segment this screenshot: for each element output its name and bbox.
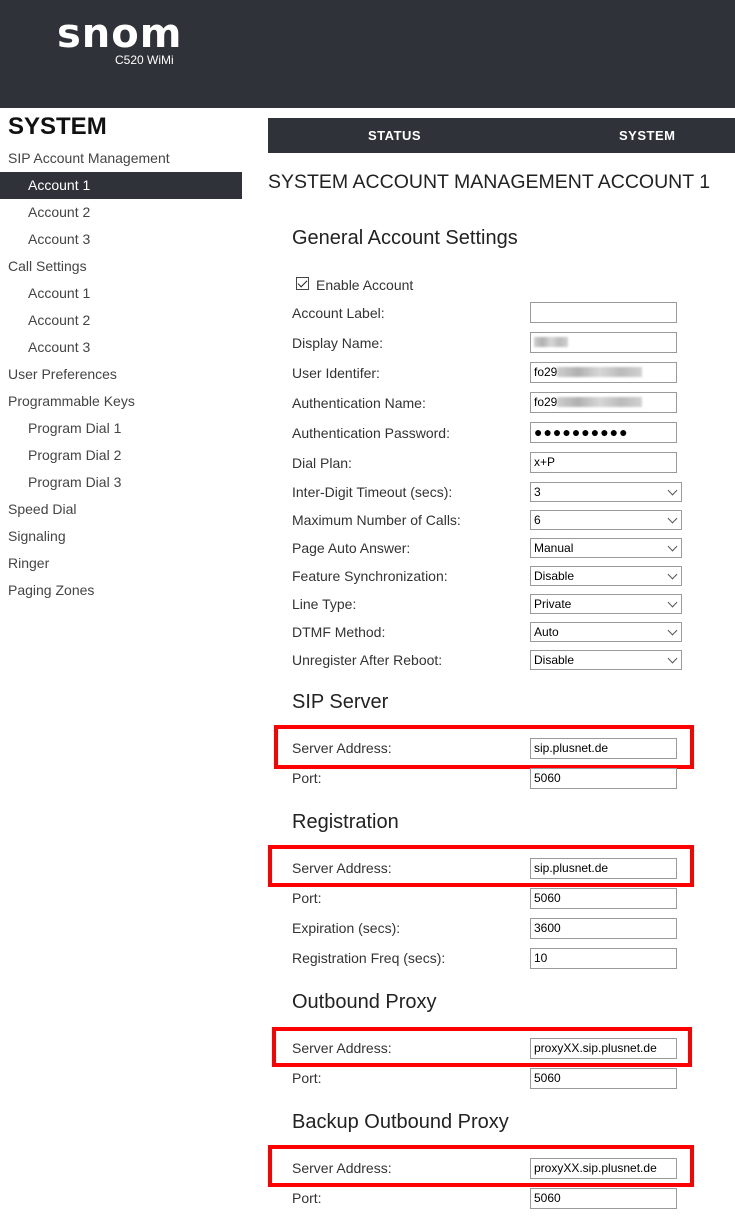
sidebar-item-program-dial-1[interactable]: Program Dial 1 — [28, 420, 122, 436]
registration-address-label: Server Address: — [292, 860, 392, 876]
sip-server-port-input[interactable]: 5060 — [530, 768, 677, 789]
page-auto-answer-label: Page Auto Answer: — [292, 540, 411, 556]
sidebar-item-program-dial-2[interactable]: Program Dial 2 — [28, 447, 122, 463]
sidebar-item-call-account-3[interactable]: Account 3 — [28, 339, 91, 355]
dial-plan-input[interactable]: x+P — [530, 452, 677, 473]
backup-proxy-port-input[interactable]: 5060 — [530, 1188, 677, 1209]
display-name-input[interactable] — [530, 332, 677, 353]
enable-account-checkbox[interactable] — [296, 277, 309, 290]
sidebar-item-paging-zones[interactable]: Paging Zones — [8, 582, 95, 598]
user-identifier-input[interactable] — [530, 362, 677, 383]
section-title-sip-server: SIP Server — [292, 691, 389, 713]
sidebar-item-call-account-1[interactable]: Account 1 — [28, 285, 91, 301]
top-tab-bar — [268, 118, 735, 153]
sidebar-item-sip-account-management[interactable]: SIP Account Management — [8, 150, 170, 166]
display-name-label: Display Name: — [292, 335, 384, 351]
dtmf-method-label: DTMF Method: — [292, 624, 386, 640]
auth-name-value: fo29 — [534, 395, 558, 409]
inter-digit-timeout-select[interactable] — [530, 482, 682, 502]
max-calls-value: 6 — [534, 513, 541, 527]
inter-digit-timeout-label: Inter-Digit Timeout (secs): — [292, 484, 453, 500]
line-type-label: Line Type: — [292, 596, 357, 612]
auth-name-label: Authentication Name: — [292, 395, 426, 411]
feature-sync-select[interactable] — [530, 566, 682, 586]
sidebar-item-sip-account-3[interactable]: Account 3 — [28, 231, 91, 247]
section-title-outbound-proxy: Outbound Proxy — [292, 991, 437, 1013]
tab-system[interactable]: SYSTEM — [619, 128, 676, 143]
outbound-proxy-port-label: Port: — [292, 1070, 322, 1086]
registration-port-label: Port: — [292, 890, 322, 906]
max-calls-select[interactable] — [530, 510, 682, 530]
max-calls-label: Maximum Number of Calls: — [292, 512, 461, 528]
backup-proxy-address-input[interactable]: proxyXX.sip.plusnet.de — [530, 1158, 677, 1179]
chevron-down-icon — [668, 598, 678, 608]
account-label-label: Account Label: — [292, 305, 385, 321]
unregister-after-reboot-value: Disable — [534, 653, 575, 667]
sidebar-item-speed-dial[interactable]: Speed Dial — [8, 501, 77, 517]
sidebar-item-ringer[interactable]: Ringer — [8, 555, 50, 571]
sidebar-item-call-settings[interactable]: Call Settings — [8, 258, 87, 274]
enable-account-label: Enable Account — [316, 277, 414, 293]
section-title-registration: Registration — [292, 811, 399, 833]
unregister-after-reboot-label: Unregister After Reboot: — [292, 652, 443, 668]
line-type-select[interactable] — [530, 594, 682, 614]
registration-freq-label: Registration Freq (secs): — [292, 950, 446, 966]
chevron-down-icon — [668, 626, 678, 636]
top-header — [0, 0, 735, 108]
auth-password-input[interactable]: ●●●●●●●●●● — [530, 422, 677, 443]
expiration-input[interactable]: 3600 — [530, 918, 677, 939]
sidebar-item-sip-account-2[interactable]: Account 2 — [28, 204, 91, 220]
user-identifier-value: fo29 — [534, 365, 558, 379]
expiration-label: Expiration (secs): — [292, 920, 401, 936]
feature-sync-value: Disable — [534, 569, 575, 583]
dtmf-method-select[interactable] — [530, 622, 682, 642]
auth-password-label: Authentication Password: — [292, 425, 450, 441]
chevron-down-icon — [668, 654, 678, 664]
redacted-value — [534, 337, 568, 347]
tab-status[interactable]: STATUS — [368, 128, 422, 143]
feature-sync-label: Feature Synchronization: — [292, 568, 448, 584]
chevron-down-icon — [668, 542, 678, 552]
registration-port-input[interactable]: 5060 — [530, 888, 677, 909]
unregister-after-reboot-select[interactable] — [530, 650, 682, 670]
page-auto-answer-value: Manual — [534, 541, 574, 555]
page-auto-answer-select[interactable] — [530, 538, 682, 558]
redacted-value — [557, 367, 642, 377]
outbound-proxy-address-label: Server Address: — [292, 1040, 392, 1056]
line-type-value: Private — [534, 597, 572, 611]
sidebar-item-call-account-2[interactable]: Account 2 — [28, 312, 91, 328]
registration-freq-input[interactable]: 10 — [530, 948, 677, 969]
account-label-input[interactable] — [530, 302, 677, 323]
sidebar-title: SYSTEM — [8, 113, 107, 140]
backup-proxy-port-label: Port: — [292, 1190, 322, 1206]
page-title: SYSTEM ACCOUNT MANAGEMENT ACCOUNT 1 — [268, 171, 711, 193]
brand-logo: snom — [57, 11, 183, 57]
sip-server-port-label: Port: — [292, 770, 322, 786]
chevron-down-icon — [668, 514, 678, 524]
auth-name-input[interactable] — [530, 392, 677, 413]
dtmf-method-value: Auto — [534, 625, 559, 639]
sip-server-address-input[interactable]: sip.plusnet.de — [530, 738, 677, 759]
inter-digit-timeout-value: 3 — [534, 485, 541, 499]
outbound-proxy-port-input[interactable]: 5060 — [530, 1068, 677, 1089]
chevron-down-icon — [668, 570, 678, 580]
registration-address-input[interactable]: sip.plusnet.de — [530, 858, 677, 879]
user-identifier-label: User Identifer: — [292, 365, 380, 381]
sidebar-nav — [0, 145, 242, 604]
backup-proxy-address-label: Server Address: — [292, 1160, 392, 1176]
section-title-general: General Account Settings — [292, 227, 518, 249]
outbound-proxy-address-input[interactable]: proxyXX.sip.plusnet.de — [530, 1038, 677, 1059]
chevron-down-icon — [668, 486, 678, 496]
sidebar-item-programmable-keys[interactable]: Programmable Keys — [8, 393, 135, 409]
sidebar-item-user-preferences[interactable]: User Preferences — [8, 366, 117, 382]
device-model: C520 WiMi — [115, 53, 174, 67]
dial-plan-label: Dial Plan: — [292, 455, 352, 471]
sidebar-item-sip-account-1[interactable]: Account 1 — [0, 172, 242, 199]
section-title-backup-outbound-proxy: Backup Outbound Proxy — [292, 1111, 509, 1133]
sidebar-item-program-dial-3[interactable]: Program Dial 3 — [28, 474, 122, 490]
redacted-value — [557, 397, 642, 407]
sip-server-address-label: Server Address: — [292, 740, 392, 756]
sidebar-item-signaling[interactable]: Signaling — [8, 528, 66, 544]
